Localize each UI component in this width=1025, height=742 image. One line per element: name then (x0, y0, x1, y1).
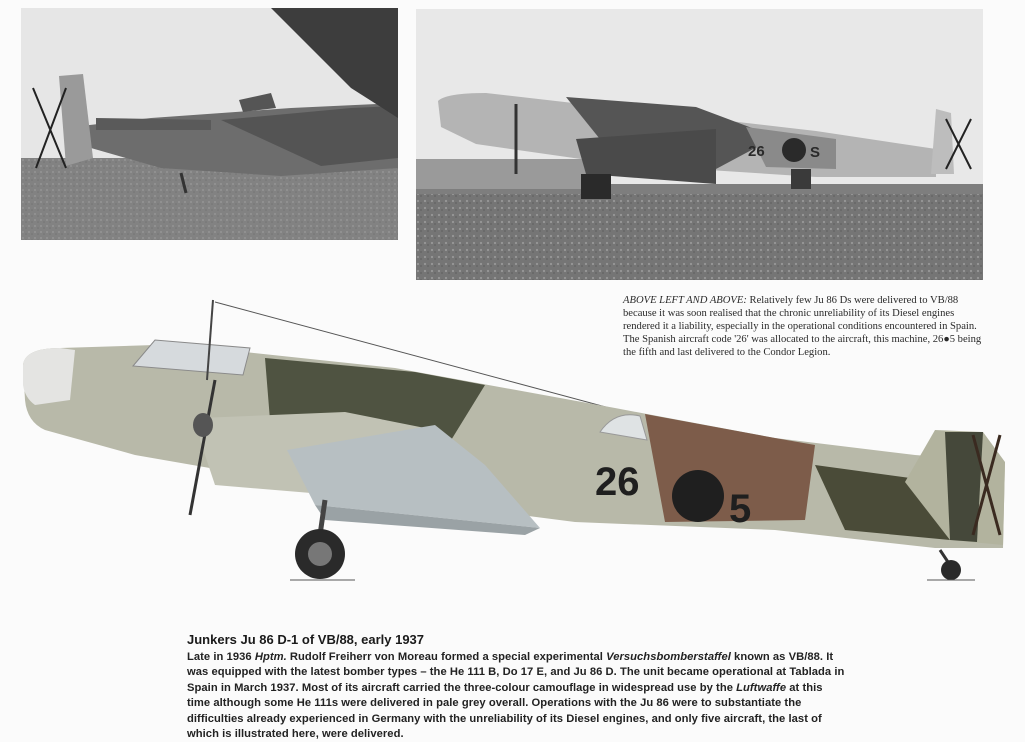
profile-code-right: 5 (729, 487, 752, 531)
profile-code-left: 26 (595, 460, 640, 504)
photo-right-image (416, 9, 983, 280)
caption-lead: ABOVE LEFT AND ABOVE: (623, 295, 747, 306)
aircraft-profile (15, 290, 1015, 590)
photo-right (416, 9, 983, 280)
aircraft-profile-illustration (15, 290, 1015, 590)
photo-left (21, 8, 398, 240)
roundel (672, 470, 724, 522)
photo-code-left: 26 (748, 143, 765, 160)
article-text-1: Late in 1936 (187, 651, 255, 663)
photo-code-right: S (810, 144, 821, 161)
caption-text: Relatively few Ju 86 Ds were delivered to VB/88 because it was soon realised that the chronic unreliability of its Diesel engines rendered it a liability, especially in the operational conditions encountered in Spain. The Spanish aircraft code '26' was allocated to the aircraft, this machine, 26●5 being the fifth and last delivered to the Condor Legion. (623, 295, 982, 358)
article-rank: Hptm. (254, 651, 287, 663)
article-body (187, 650, 847, 742)
article-title: Junkers Ju 86 D-1 of VB/88, early 1937 (187, 632, 425, 647)
photo-left-image (21, 8, 398, 240)
article-unit-name: Versuchsbomberstaffel (606, 651, 731, 663)
article-luftwaffe: Luftwaffe (736, 681, 787, 694)
article-text-2: Rudolf Freiherr von Moreau formed a special experimental (286, 651, 607, 663)
article-text-4: at this time although some He 111s were delivered in pale grey overall. Operations with the Ju 86 were to substantiate the difficulties already experienced in Germany with the unreliability of its Diesel engines, and only five aircraft, the last of which is illustrated here, were delivered. (187, 681, 823, 741)
article (187, 632, 847, 742)
article-text-3: known as VB/88. It was equipped with the latest bomber types – the He 111 B, Do 17 E, and Ju 86 D. The unit became operational at Tablada in Spain in March 1937. Most of its aircraft carried the three-colour camouflage in widespread use by the (187, 651, 845, 694)
